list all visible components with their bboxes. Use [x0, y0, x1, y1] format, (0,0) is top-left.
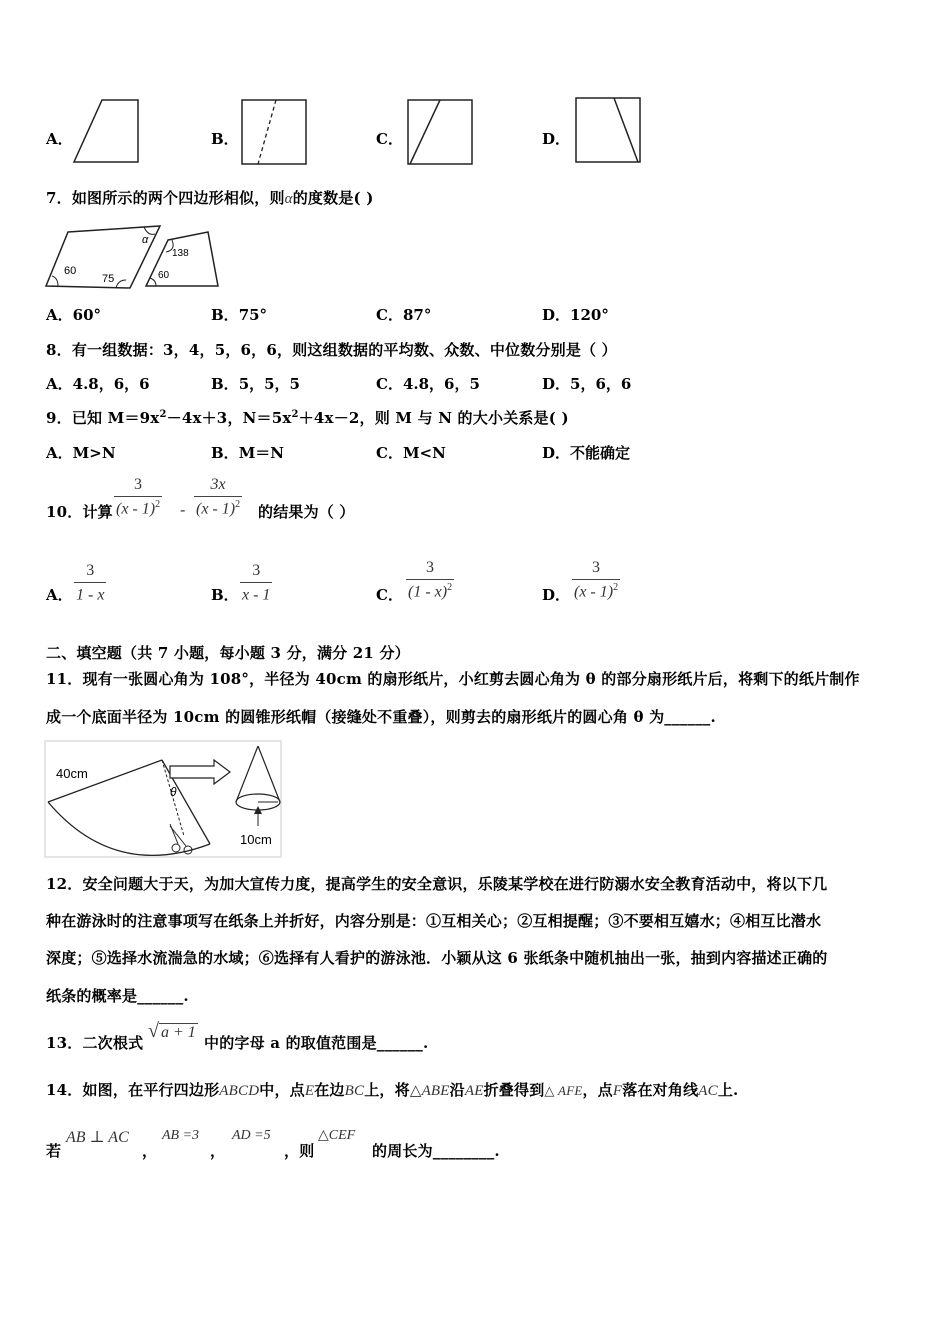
fig-base-radius-label: 10cm: [240, 832, 272, 847]
q11-sector-cone-figure: [44, 740, 282, 858]
q6-option-c-label: C．: [376, 130, 403, 148]
fig-angle-138: 138: [172, 248, 189, 259]
fig-angle-75-large: 75: [102, 273, 115, 285]
fig-alpha-label: α: [142, 234, 149, 246]
q7-option-b: B．75°: [211, 306, 268, 324]
quadrilateral-large: [46, 226, 160, 288]
q14-ab-equals-3: AB =3: [162, 1128, 200, 1143]
q9-option-b: B．M＝N: [211, 444, 285, 462]
q8-option-b: B．5，5，5: [211, 375, 300, 393]
q9-stem: 9．已知 $M=9x^2-4x+3$，$N=5x^2+4x-2$，则 M 与 N 的大小关系是( ): [46, 409, 569, 427]
q12-line-1: 12．安全问题大于天，为加大宣传力度，提高学生的安全意识，乐陵某学校在进行防溺水安全教育活动中，将以下几: [46, 875, 828, 893]
section-2-title: 二、填空题（共 7 小题，每小题 3 分，满分 21 分）: [46, 644, 410, 662]
fig-angle-60-small: 60: [158, 270, 170, 281]
q14-comma-1: ，: [142, 1142, 158, 1160]
q10-option-d-label: D．: [542, 586, 571, 604]
q14-line-1: 14．如图，在平行四边形ABCD中，点E在边BC上，将△ABE沿AE折叠得到△ AFE，点F落在对角线AC上.: [46, 1081, 739, 1099]
q8-stem: 8．有一组数据：3，4，5，6，6，则这组数据的平均数、众数、中位数分别是（ ）: [46, 341, 617, 359]
q6-option-a-figure: [72, 98, 142, 166]
q6-option-a-label: A．: [46, 130, 73, 148]
q10-option-b-label: B．: [211, 586, 239, 604]
fig-angle-60-large: 60: [64, 265, 77, 277]
q12-line-4: 纸条的概率是______.: [46, 987, 189, 1005]
q13-radical: √ a + 1: [148, 1020, 196, 1042]
q6-option-b-label: B．: [211, 130, 239, 148]
q13-prefix: 13．二次根式: [46, 1034, 144, 1052]
q14-then: ，则: [284, 1142, 315, 1160]
q6-option-c-figure: [406, 98, 476, 168]
q8-option-a: A．4.8，6，6: [46, 375, 150, 393]
q12-line-3: 深度；⑤选择水流湍急的水域；⑥选择有人看护的游泳池．小颖从这 6 张纸条中随机抽出一张，抽到内容描述正确的: [46, 949, 828, 967]
q14-ad-equals-5: AD =5: [232, 1128, 271, 1143]
q7-option-c: C．87°: [376, 306, 432, 324]
q10-option-a-label: A．: [46, 586, 73, 604]
q8-option-c: C．4.8，6，5: [376, 375, 480, 393]
q14-line-2-end: 的周长为________.: [372, 1142, 500, 1160]
q10-option-a-fraction: $\frac{3}{1 - x}$: [76, 562, 105, 604]
q14-triangle-cef: △CEF: [318, 1128, 356, 1143]
q7-option-a: A．60°: [46, 306, 102, 324]
fig-theta-label: θ: [170, 785, 177, 799]
q10-option-b-fraction: $\frac{3}{x - 1}$: [242, 562, 271, 604]
alpha-symbol: α: [284, 191, 293, 207]
q11-line-2: 成一个底面半径为 10cm 的圆锥形纸帽（接缝处不重叠），则剪去的扇形纸片的圆心角 θ 为______.: [46, 708, 716, 726]
q6-option-d-label: D．: [542, 130, 571, 148]
q6-option-d-figure: [574, 96, 644, 166]
q10-fraction-1: $\frac{3}{(x - 1)^2}$: [116, 476, 161, 518]
q10-option-d-fraction: $\frac{3}{(x - 1)^2}$: [574, 559, 619, 601]
q7-option-d: D．120°: [542, 306, 609, 324]
q9-option-a: A．M>N: [46, 444, 116, 462]
q7-stem: 7．如图所示的两个四边形相似，则α的度数是( ): [46, 189, 374, 207]
q13-suffix: 中的字母 a 的取值范围是______.: [204, 1034, 429, 1052]
q9-option-d: D．不能确定: [542, 444, 631, 462]
q10-minus: -: [180, 500, 186, 519]
q10-option-c-fraction: $\frac{3}{(1 - x)^2}$: [408, 559, 453, 601]
q10-fraction-2: $\frac{3x}{(x - 1)^2}$: [196, 476, 241, 518]
q12-line-2: 种在游泳时的注意事项写在纸条上并折好，内容分别是：①互相关心；②互相提醒；③不要相互嬉水；④相互比潜水: [46, 912, 822, 930]
q6-option-b-figure: [240, 98, 310, 168]
q8-option-d: D．5，6，6: [542, 375, 632, 393]
fig-radius-label: 40cm: [56, 766, 88, 781]
q11-line-1: 11．现有一张圆心角为 108°，半径为 40cm 的扇形纸片，小红剪去圆心角为 θ 的部分扇形纸片后，将剩下的纸片制作: [46, 670, 860, 688]
q14-line-2-start: 若: [46, 1142, 62, 1160]
quadrilateral-small: [146, 232, 218, 286]
q10-suffix: 的结果为（ ）: [258, 503, 355, 521]
q10-prefix: 10．计算: [46, 503, 113, 521]
q10-option-c-label: C．: [376, 586, 403, 604]
q14-ab-perp-ac: AB ⊥ AC: [66, 1129, 129, 1146]
q7-similar-quadrilaterals-figure: [44, 222, 224, 292]
q9-option-c: C．M<N: [376, 444, 446, 462]
q14-comma-2: ，: [210, 1142, 226, 1160]
